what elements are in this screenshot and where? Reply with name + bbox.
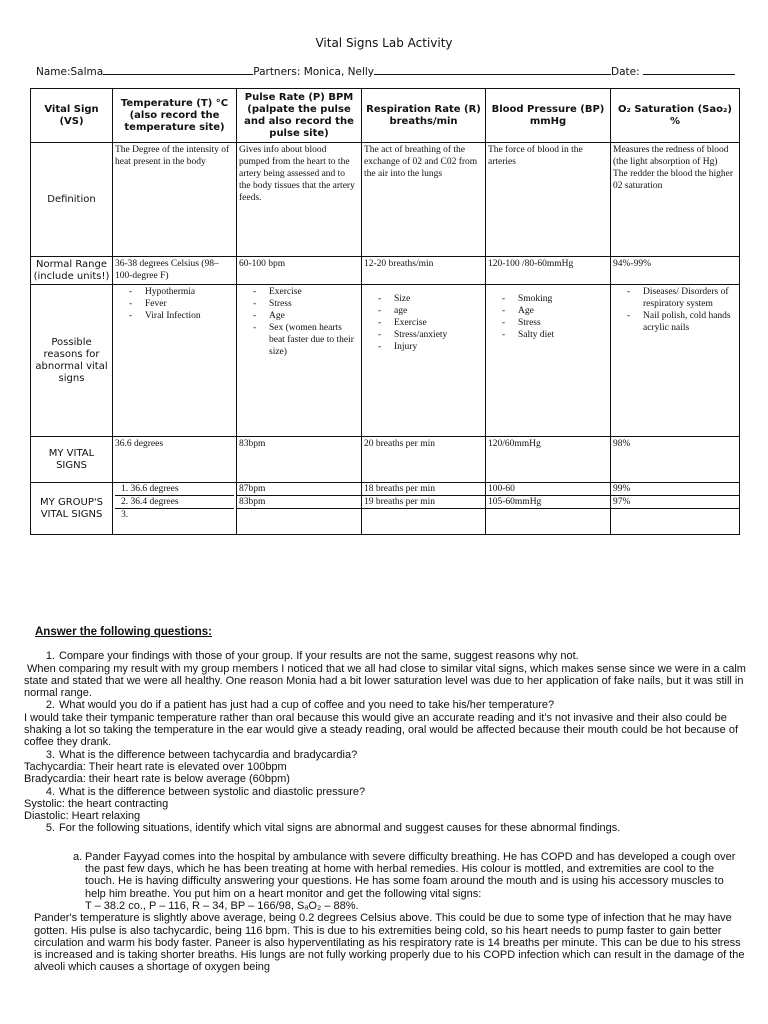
question-text: What is the difference between tachycardia and bradycardia? [59, 748, 358, 761]
list-item: - age [394, 305, 483, 317]
cell-mine-o2: 98% [611, 437, 740, 483]
answer-2: I would take their tympanic temperature rather than oral because this would give an accurate reading and it's not invasive and their also could be shaking a lot so taking the temperature in the ear would give a steady reading, oral would be affected because their mouth could be hot because of coffee they drank. [24, 711, 739, 749]
table-row-definition [31, 143, 740, 257]
cell-reasons-resp [362, 285, 486, 437]
list-item: - Exercise [269, 286, 359, 298]
definition-o2-line-2: The redder the blood the higher 02 saturation [613, 169, 734, 191]
answer-3-tachycardia: Tachycardia: Their heart rate is elevated over 100bpm [24, 760, 287, 773]
cell-definition-pulse: Gives info about blood pumped from the heart to the artery being assessed and to the body tissues that the artery feeds. [237, 143, 362, 257]
question-2 [24, 699, 746, 711]
row-label-definition: Definition [31, 143, 113, 257]
row-label-reasons: Possible reasons for abnormal vital signs [31, 285, 113, 437]
date-blank [643, 64, 735, 75]
list-item: - Salty diet [518, 329, 608, 341]
row-label-group-vital-signs: MY GROUP'S VITAL SIGNS [31, 483, 113, 535]
cell-mine-bp: 120/60mmHg [486, 437, 611, 483]
list-item: - Stress [518, 317, 608, 329]
name-label: Name:Salma [36, 66, 104, 78]
col-header-pulse: Pulse Rate (P) BPM (palpate the pulse and also record the pulse site) [237, 89, 362, 143]
list-item: - Size [394, 293, 483, 305]
list-item: - Hypothermia [145, 286, 234, 298]
cell-group-resp [362, 483, 486, 535]
group-o2-1: 99% [611, 483, 739, 496]
col-header-blood-pressure: Blood Pressure (BP) mmHg [486, 89, 611, 143]
list-item: - Nail polish, cold hands acrylic nails [643, 310, 737, 334]
subquestion-text: Pander Fayyad comes into the hospital by ambulance with severe difficulty breathing. He has COPD and has developed a cough over the past few days, which he has been treating at home with herbal remedies. His colour is mottled, and extremities are cool to the touch. He is having difficulty answering your questions. He has some foam around the mouth and is using his accessory muscles to help him breathe. You put him on a heart monitor and get the following vital signs: [85, 850, 736, 900]
list-item: - Age [269, 310, 359, 322]
table-header-row [31, 89, 740, 143]
question-4 [24, 786, 746, 798]
question-number: 3. [45, 748, 55, 761]
question-text: Compare your findings with those of your group. If your results are not the same, suggest reasons why not. [59, 650, 579, 663]
cell-group-pulse [237, 483, 362, 535]
question-number: 1. [45, 650, 55, 663]
table-row-my-vital-signs [31, 437, 740, 483]
name-blank [103, 64, 253, 75]
cell-group-temp [113, 483, 237, 535]
group-resp-1: 18 breaths per min [362, 483, 485, 496]
table-row-group-vital-signs [31, 483, 740, 535]
question-number: 2. [45, 699, 55, 712]
cell-mine-pulse: 83bpm [237, 437, 362, 483]
answer-1: When comparing my result with my group members I noticed that we all had close to similar vital signs, which makes sense since we were in a calm state and stated that we were all healthy. One reason Monia had a bit lower saturation level was due to her application of fake nails, but it was still in normal range. [24, 662, 746, 700]
list-item: - Smoking [518, 293, 608, 305]
list-item: - Sex (women hearts beat faster due to their size) [269, 322, 359, 358]
col-header-vital-sign: Vital Sign (VS) [31, 89, 113, 143]
list-item: - Injury [394, 341, 483, 353]
group-o2-2: 97% [611, 496, 739, 509]
cell-definition-temp: The Degree of the intensity of heat present in the body [113, 143, 237, 257]
questions-section [24, 626, 746, 974]
answer-4-systolic: Systolic: the heart contracting [24, 797, 169, 810]
group-pulse-2: 83bpm [237, 496, 361, 509]
col-header-respiration: Respiration Rate (R) breaths/min [362, 89, 486, 143]
question-number: 4. [45, 785, 55, 798]
group-bp-1: 100-60 [486, 483, 610, 496]
cell-normal-o2: 94%-99% [611, 257, 740, 285]
cell-normal-pulse: 60-100 bpm [237, 257, 362, 285]
partners-blank [374, 64, 611, 75]
questions-heading: Answer the following questions: [35, 626, 212, 638]
list-item: - Fever [145, 298, 234, 310]
list-item: 1. 36.6 degrees [115, 483, 234, 496]
cell-group-bp [486, 483, 611, 535]
answer-3-bradycardia: Bradycardia: their heart rate is below average (60bpm) [24, 773, 290, 786]
cell-mine-resp: 20 breaths per min [362, 437, 486, 483]
page-title: Vital Signs Lab Activity [315, 36, 453, 50]
partners-label: Partners: Monica, Nelly [253, 66, 375, 78]
group-resp-2: 19 breaths per min [362, 496, 485, 509]
table-row-reasons [31, 285, 740, 437]
cell-definition-o2 [611, 143, 740, 257]
info-line [36, 64, 736, 78]
cell-reasons-o2 [611, 285, 740, 437]
list-item [115, 509, 234, 521]
table-row-normal-range [31, 257, 740, 285]
vital-signs-table [30, 88, 740, 535]
col-header-temperature: Temperature (T) °C (also record the temperature site) [113, 89, 237, 143]
group-pulse-1: 87bpm [237, 483, 361, 496]
list-item: 2. 36.4 degrees [115, 496, 234, 509]
subquestion-label: a. [73, 850, 83, 863]
list-item: - Stress [269, 298, 359, 310]
question-1 [24, 650, 746, 662]
col-header-o2-saturation: O₂ Saturation (Sao₂) % [611, 89, 740, 143]
row-label-my-vital-signs: MY VITAL SIGNS [31, 437, 113, 483]
question-3 [24, 749, 746, 761]
row-label-normal-range: Normal Range (include units!) [31, 257, 113, 285]
cell-normal-temp: 36-38 degrees Celsius (98–100-degree F) [113, 257, 237, 285]
cell-definition-bp: The force of blood in the arteries [486, 143, 611, 257]
list-item: - Age [518, 305, 608, 317]
question-text: What is the difference between systolic and diastolic pressure? [59, 785, 366, 798]
answer-4-diastolic: Diastolic: Heart relaxing [24, 810, 141, 823]
cell-mine-temp: 36.6 degrees [113, 437, 237, 483]
date-label: Date: [611, 66, 640, 78]
cell-normal-resp: 12-20 breaths/min [362, 257, 486, 285]
list-item: - Exercise [394, 317, 483, 329]
cell-group-o2 [611, 483, 740, 535]
cell-definition-resp: The act of breathing of the exchange of 02 and C02 from the air into the lungs [362, 143, 486, 257]
group-bp-2: 105-60mmHg [486, 496, 610, 509]
question-5 [24, 822, 746, 834]
answer-5a: Pander's temperature is slightly above average, being 0.2 degrees Celsius above. This could be due to some type of infection that he may have gotten. His pulse is also tachycardic, being 116 bpm. This is due to his extremities being cold, so his heart needs to pump faster to gain better circulation and warm his body faster. Paneer is also hyperventilating as his respiratory rate is 14 breaths per minute. This can be due to his stress is increased and is taking shorter breaths. His lungs are not fully working properly due to his COPD infection which can result in the damage of the alveoli which causes a shortage of oxygen being [34, 912, 745, 974]
cell-normal-bp: 120-100 /80-60mmHg [486, 257, 611, 285]
list-item: - Viral Infection [145, 310, 234, 322]
list-item: - Diseases/ Disorders of respiratory system [643, 286, 737, 310]
definition-o2-line-1: Measures the redness of blood (the light absorption of Hg) [613, 145, 729, 167]
question-text: For the following situations, identify which vital signs are abnormal and suggest causes for these abnormal findings. [59, 822, 621, 835]
question-5a-vitals: T – 38.2 co., P – 116, R – 34, BP – 166/98, SₐO₂ – 88%. [85, 899, 359, 912]
question-number: 5. [45, 822, 55, 835]
cell-reasons-temp [113, 285, 237, 437]
list-item: - Stress/anxiety [394, 329, 483, 341]
question-5a [24, 851, 746, 900]
cell-reasons-bp [486, 285, 611, 437]
question-text: What would you do if a patient has just had a cup of coffee and you need to take his/her temperature? [59, 699, 555, 712]
cell-reasons-pulse [237, 285, 362, 437]
